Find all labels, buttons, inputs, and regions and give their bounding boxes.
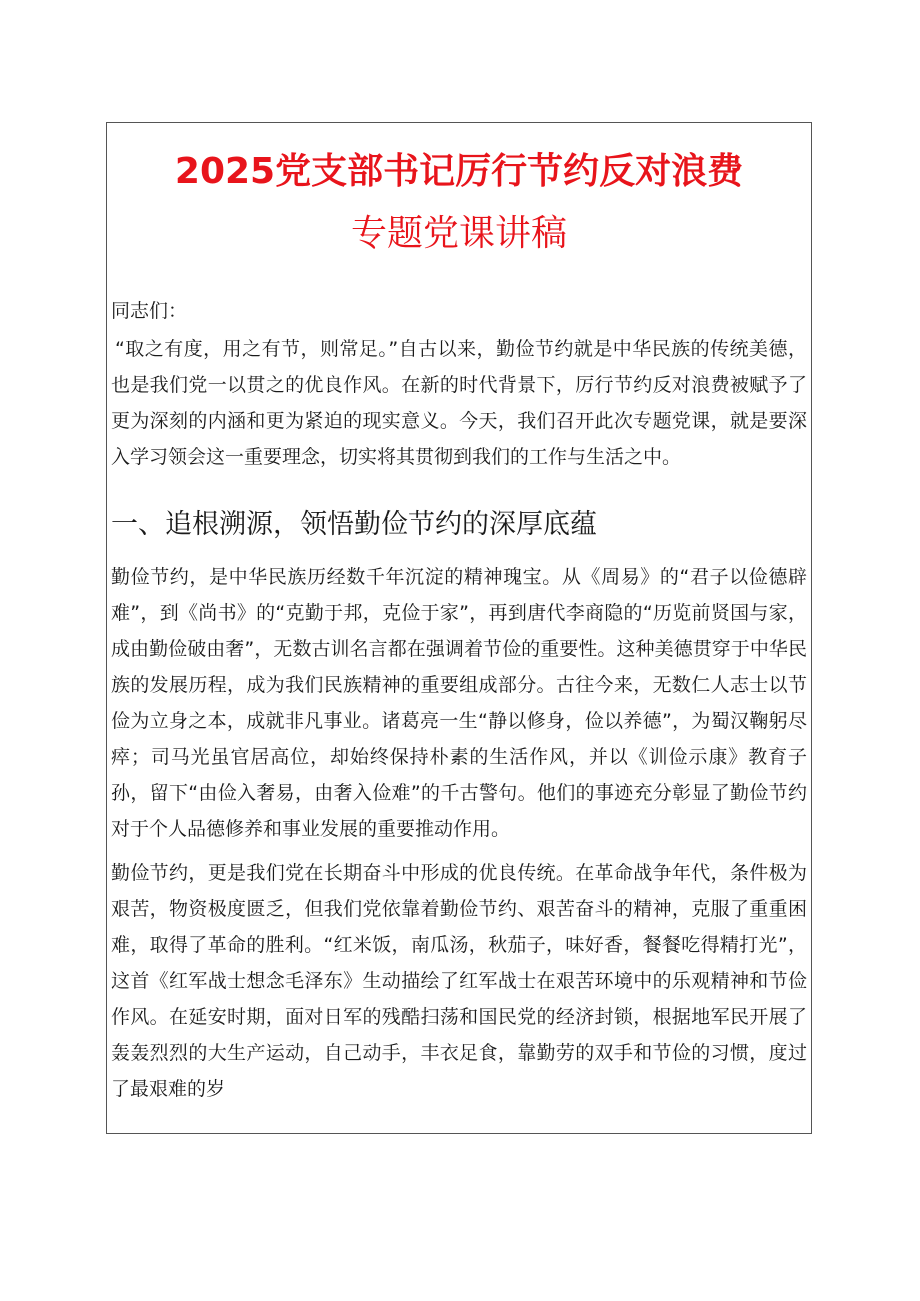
intro-paragraph: “取之有度，用之有节，则常足。”自古以来，勤俭节约就是中华民族的传统美德，也是我们党一以贯之的优良作风。在新的时代背景下，厉行节约反对浪费被赋予了更为深刻的内涵和更为紧迫的现实意义。今天，我们召开此次专题党课，就是要深入学习领会这一重要理念，切实将其贯彻到我们的工作与生活之中。 <box>111 338 807 468</box>
section-1-paragraph-2: 勤俭节约，更是我们党在长期奋斗中形成的优良传统。在革命战争年代，条件极为艰苦，物资极度匮乏，但我们党依靠着勤俭节约、艰苦奋斗的精神，克服了重重困难，取得了革命的胜利。“红米饭，南瓜汤，秋茄子，味好香，餐餐吃得精打光”，这首《红军战士想念毛泽东》生动描绘了红军战士在艰苦环境中的乐观精神和节俭作风。在延安时期，面对日军的残酷扫荡和国民党的经济封锁，根据地军民开展了轰轰烈烈的大生产运动，自己动手，丰衣足食，靠勤劳的双手和节俭的习惯，度过了最艰难的岁 <box>111 862 807 1100</box>
document-page-frame <box>106 122 812 1134</box>
section-1-heading: 一、追根溯源，领悟勤俭节约的深厚底蕴 <box>111 509 597 540</box>
title-line-2: 专题党课讲稿 <box>350 213 567 254</box>
salutation: 同志们： <box>111 300 188 322</box>
section-1-paragraph-1: 勤俭节约，是中华民族历经数千年沉淀的精神瑰宝。从《周易》的“君子以俭德辟难”，到《尚书》的“克勤于邦，克俭于家”，再到唐代李商隐的“历览前贤国与家，成由勤俭破由奢”，无数古训名言都在强调着节俭的重要性。这种美德贯穿于中华民族的发展历程，成为我们民族精神的重要组成部分。古往今来，无数仁人志士以节俭为立身之本，成就非凡事业。诸葛亮一生“静以修身，俭以养德”，为蜀汉鞠躬尽瘁；司马光虽官居高位，却始终保持朴素的生活作风，并以《训俭示康》教育子孙，留下“由俭入奢易，由奢入俭难”的千古警句。他们的事迹充分彰显了勤俭节约对于个人品德修养和事业发展的重要推动作用。 <box>111 566 807 840</box>
title-line-1: 2025党支部书记厉行节约反对浪费 <box>174 151 744 192</box>
document-title <box>107 141 811 265</box>
